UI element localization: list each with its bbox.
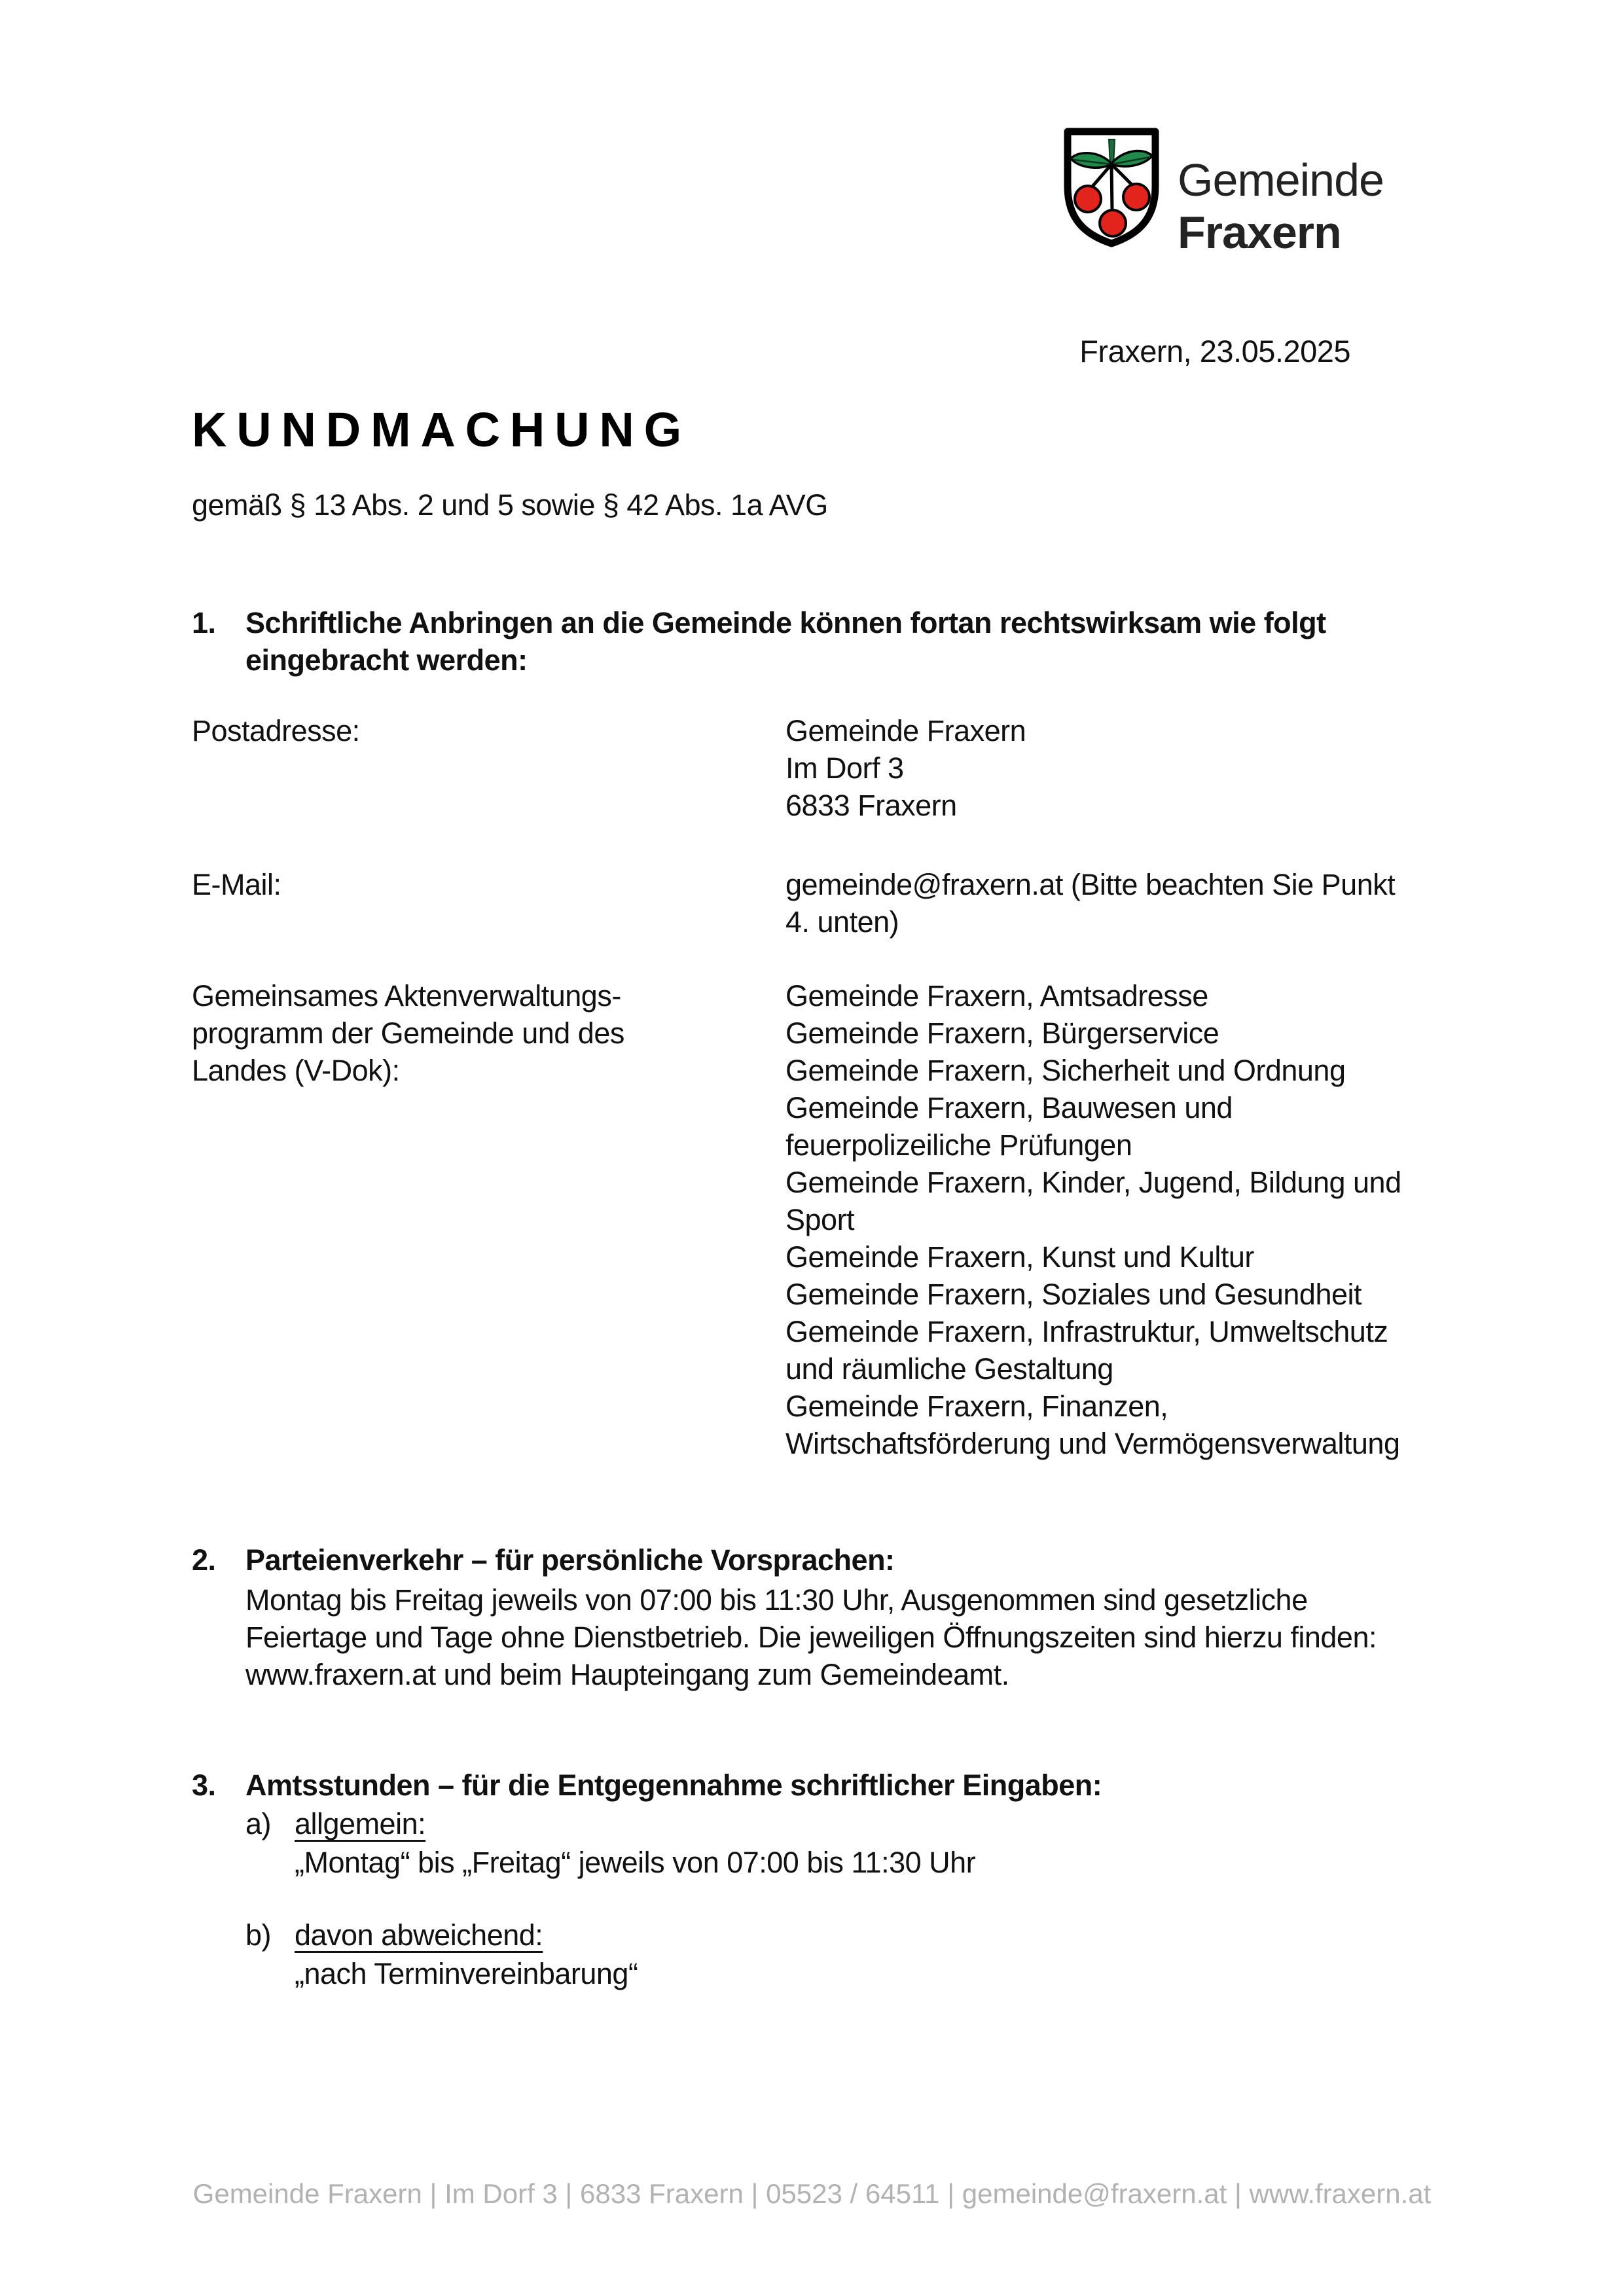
cherry-crest-icon xyxy=(1062,128,1161,247)
item-a-marker: a) xyxy=(245,1807,272,1840)
text-line: feuerpolizeiliche Prüfungen xyxy=(785,1128,1132,1162)
vdok-row xyxy=(192,977,1506,1462)
text-line: Gemeinde Fraxern, Bauwesen und xyxy=(785,1091,1233,1124)
text-line: Gemeinde Fraxern, Infrastruktur, Umweltschutz xyxy=(785,1315,1388,1348)
section-2 xyxy=(192,1541,1377,1693)
item-a-content xyxy=(295,1805,975,1881)
municipality-name xyxy=(1178,128,1384,259)
text-line: Gemeinde Fraxern, Sicherheit und Ordnung xyxy=(785,1054,1346,1087)
text-line: www.fraxern.at und beim Haupteingang zum Gemeindeamt. xyxy=(245,1658,1009,1691)
place-date-line: Fraxern, 23.05.2025 xyxy=(1079,334,1350,368)
row-value-email xyxy=(785,866,1506,941)
text-line: 6833 Fraxern xyxy=(785,789,957,822)
text-line: Montag bis Freitag jeweils von 07:00 bis 11:30 Uhr, Ausgenommen sind gesetzliche xyxy=(245,1583,1308,1617)
text-line: 4. unten) xyxy=(785,905,899,939)
legal-basis-line: gemäß § 13 Abs. 2 und 5 sowie § 42 Abs. 1a AVG xyxy=(192,488,828,522)
section-1-heading-text xyxy=(245,604,1326,679)
item-b-content xyxy=(295,1916,638,1992)
text-line: Landes (V-Dok): xyxy=(192,1054,400,1087)
section-1 xyxy=(192,604,1326,679)
row-label-email xyxy=(192,866,785,941)
section-2-heading-text: Parteienverkehr – für persönliche Vorsprachen: xyxy=(245,1543,895,1577)
row-label-postadresse xyxy=(192,712,785,824)
municipality-name-line1: Gemeinde xyxy=(1178,154,1384,206)
text-line: Sport xyxy=(785,1203,855,1236)
document-title: KUNDMACHUNG xyxy=(192,403,691,457)
text-line: programm der Gemeinde und des xyxy=(192,1016,624,1050)
row-value-postadresse xyxy=(785,712,1506,824)
row-label-vdok xyxy=(192,977,785,1462)
section-3-heading xyxy=(192,1767,1102,1804)
item-b-label: davon abweichend: xyxy=(295,1918,543,1952)
section-3-items xyxy=(245,1805,1102,1992)
item-b xyxy=(245,1916,1102,1992)
text-line: Gemeinsames Aktenverwaltungs- xyxy=(192,979,621,1013)
text-line: Gemeinde Fraxern, Kunst und Kultur xyxy=(785,1240,1254,1274)
text-line: Gemeinde Fraxern, Bürgerservice xyxy=(785,1016,1219,1050)
item-b-marker: b) xyxy=(245,1918,272,1952)
item-a xyxy=(245,1805,1102,1881)
section-1-number: 1. xyxy=(192,606,216,639)
text-line: Gemeinde Fraxern xyxy=(785,714,1026,747)
footer-contact-line: Gemeinde Fraxern | Im Dorf 3 | 6833 Fraxern | 05523 / 64511 | gemeinde@fraxern.at | www.fraxern.at xyxy=(192,2178,1432,2209)
text-line: Gemeinde Fraxern, Amtsadresse xyxy=(785,979,1208,1013)
text-line: Gemeinde Fraxern, Kinder, Jugend, Bildung und xyxy=(785,1166,1401,1199)
item-a-body: „Montag“ bis „Freitag“ jeweils von 07:00 bis 11:30 Uhr xyxy=(295,1846,976,1879)
row-value-vdok xyxy=(785,977,1506,1462)
email-row xyxy=(192,866,1506,941)
text-line: Schriftliche Anbringen an die Gemeinde können fortan rechtswirksam wie folgt xyxy=(245,606,1326,639)
text-line: Wirtschaftsförderung und Vermögensverwaltung xyxy=(785,1427,1400,1460)
text-line: und räumliche Gestaltung xyxy=(785,1352,1113,1386)
section-2-body xyxy=(245,1581,1377,1693)
text-line: Postadresse: xyxy=(192,714,360,747)
section-3 xyxy=(192,1767,1102,1992)
text-line: Im Dorf 3 xyxy=(785,751,904,785)
text-line: eingebracht werden: xyxy=(245,643,528,677)
item-b-body: „nach Terminvereinbarung“ xyxy=(295,1957,638,1990)
section-2-number: 2. xyxy=(192,1543,216,1577)
text-line: Feiertage und Tage ohne Dienstbetrieb. Die jeweiligen Öffnungszeiten sind hierzu finden: xyxy=(245,1621,1377,1654)
section-3-heading-text: Amtsstunden – für die Entgegennahme schriftlicher Eingaben: xyxy=(245,1768,1102,1802)
text-line: E-Mail: xyxy=(192,868,281,901)
section-3-number: 3. xyxy=(192,1768,216,1802)
section-1-heading xyxy=(192,604,1326,679)
section-2-heading xyxy=(192,1541,1377,1579)
postal-address-row xyxy=(192,712,1506,824)
municipality-name-line2: Fraxern xyxy=(1178,207,1341,258)
text-line: Gemeinde Fraxern, Finanzen, xyxy=(785,1390,1168,1423)
text-line: gemeinde@fraxern.at (Bitte beachten Sie Punkt xyxy=(785,868,1396,901)
text-line: Gemeinde Fraxern, Soziales und Gesundheit xyxy=(785,1278,1362,1311)
item-a-label: allgemein: xyxy=(295,1807,426,1840)
municipality-logo xyxy=(1062,128,1384,259)
